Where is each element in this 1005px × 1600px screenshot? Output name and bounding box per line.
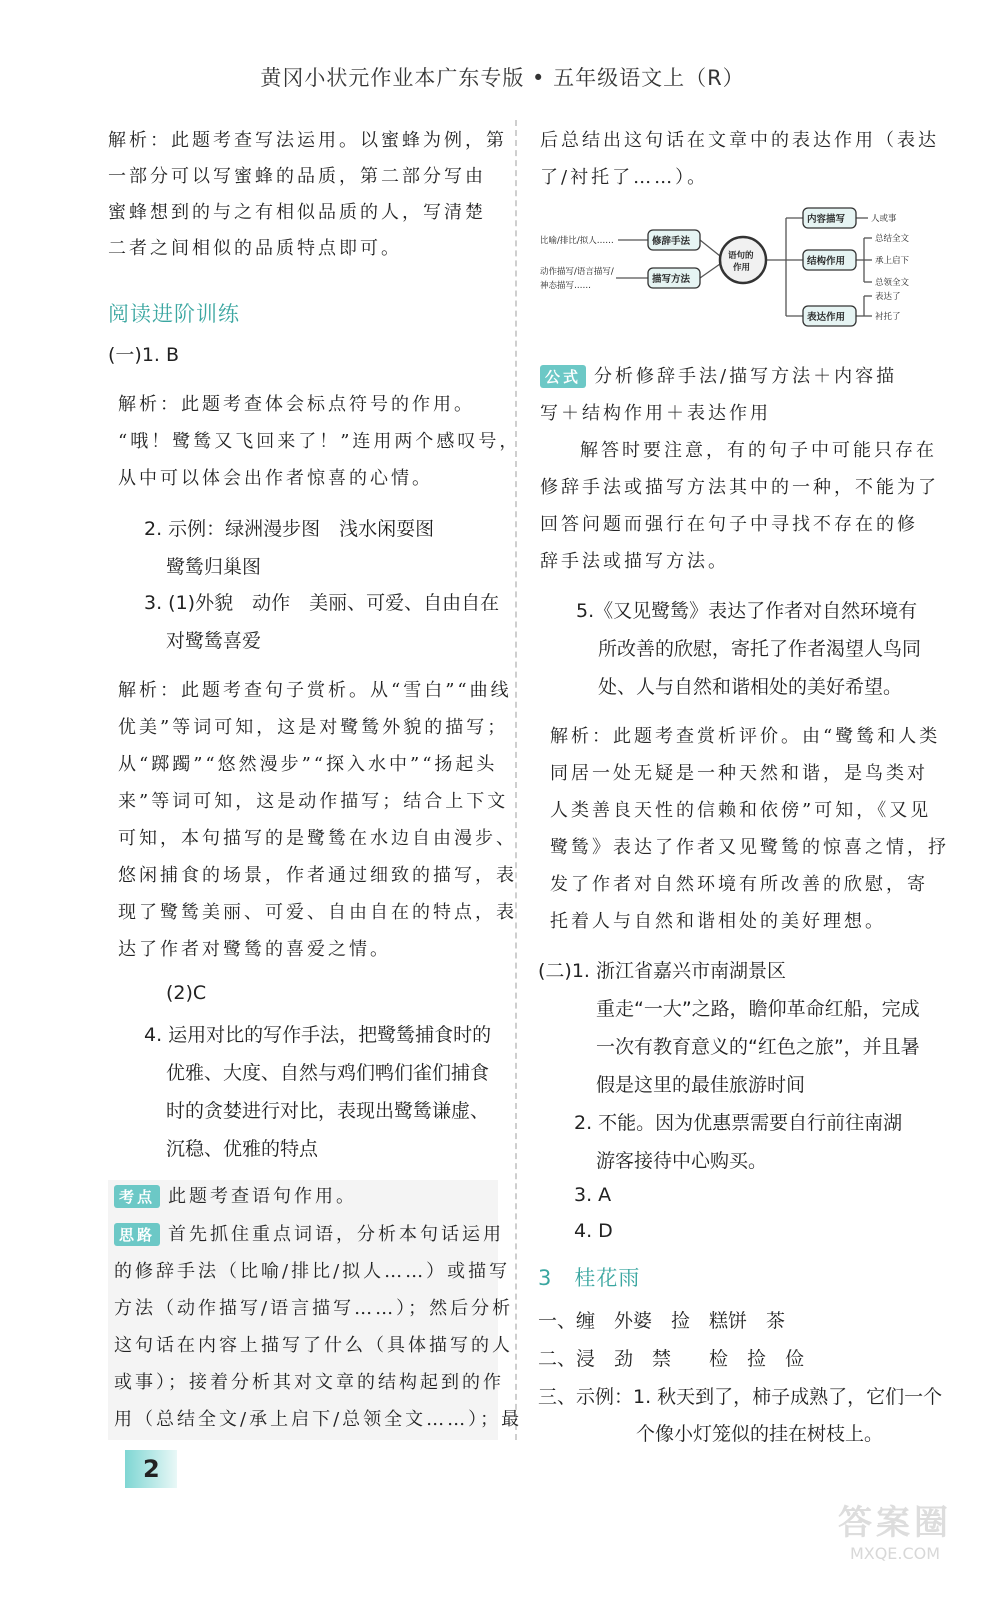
watermark-url: MXQE.COM (849, 1544, 941, 1563)
watermark-text: 答案圈 (838, 1503, 952, 1543)
analysis-line: 解析：此题考查句子赏析。从“雪白”“曲线 (118, 680, 512, 701)
answer-line: 5.《又见鹭鸶》表达了作者对自然环境有 (576, 600, 918, 622)
analysis-line: 二者之间相似的品质特点即可。 (108, 238, 402, 259)
answer-line: 2. 不能。因为优惠票需要自行前往南湖 (574, 1112, 903, 1134)
note-line: 辞手法或描写方法。 (540, 551, 729, 572)
node-content: 内容描写 (807, 214, 846, 225)
silu-continued-line: 后总结出这句话在文章中的表达作用（表达 (540, 130, 939, 151)
leaf-transition: 承上启下 (875, 256, 910, 266)
answer-line: 3. (1)外貌 动作 美丽、可爱、自由自在 (144, 592, 500, 614)
silu-line: 这句话在内容上描写了什么（具体描写的人 (114, 1335, 513, 1356)
analysis-line: 可知，本句描写的是鹭鸶在水边自由漫步、 (118, 828, 517, 849)
analysis-line: 托着人与自然和谐相处的美好理想。 (550, 911, 886, 932)
analysis-line: 同居一处无疑是一种天然和谐，是鸟类对 (550, 763, 928, 784)
analysis-line: 悠闲捕食的场景，作者通过细致的描写，表 (118, 865, 517, 886)
center-node-b: 作用 (733, 263, 751, 273)
page-number: 2 (143, 1455, 160, 1483)
column-divider (515, 120, 517, 1440)
diagram-left-label-2a: 动作描写/语言描写/ (540, 267, 614, 277)
silu-text: 首先抓住重点词语，分析本句话运用 (168, 1224, 505, 1245)
answer-line: 鹭鸶归巢图 (166, 556, 262, 578)
kaodian-tag: 考点 (114, 1185, 160, 1208)
analysis-line: 从中可以体会出作者惊喜的心情。 (118, 468, 433, 489)
note-line: 解答时要注意，有的句子中可能只存在 (580, 440, 937, 461)
page-header: 黄冈小状元作业本广东专版 • 五年级语文上（R） (260, 66, 745, 90)
analysis-line: 解析：此题考查体会标点符号的作用。 (118, 394, 475, 415)
center-node-a: 语句的 (728, 251, 754, 261)
answer-line: 个像小灯笼似的挂在树枝上。 (636, 1423, 884, 1445)
analysis-line: 达了作者对鹭鸶的喜爱之情。 (118, 939, 391, 960)
gongshi-line (540, 362, 897, 388)
leaf-summary: 总结全文 (875, 234, 910, 244)
silu-line: 用（总结全文/承上启下/总领全文……）；最 (114, 1409, 523, 1430)
note-line: 回答问题而强行在句子中寻找不存在的修 (540, 514, 918, 535)
silu-tag: 思路 (114, 1223, 160, 1246)
answer-line: 优雅、大度、自然与鸡们鸭们雀们捕食 (166, 1062, 490, 1084)
gongshi-text: 分析修辞手法/描写方法＋内容描 (594, 366, 898, 387)
note-line: 修辞手法或描写方法其中的一种，不能为了 (540, 477, 939, 498)
statement-function-diagram (538, 198, 938, 338)
answer-line: 沉稳、优雅的特点 (166, 1138, 319, 1160)
answer-line: 所改善的欣慰，寄托了作者渴望人鸟同 (598, 638, 922, 660)
analysis-line: 现了鹭鸶美丽、可爱、自由自在的特点，表 (118, 902, 517, 923)
silu-line: 或事）；接着分析其对文章的结构起到的作 (114, 1372, 504, 1393)
answer-line: 游客接待中心购买。 (596, 1150, 768, 1172)
answer-line: (2)C (166, 982, 207, 1004)
answer-line: 对鹭鸶喜爱 (166, 630, 262, 652)
silu-line: 的修辞手法（比喻/排比/拟人……）或描写 (114, 1261, 511, 1282)
analysis-line: 一部分可以写蜜蜂的品质，第二部分写由 (108, 166, 486, 187)
lesson-title: 3 桂花雨 (538, 1266, 641, 1290)
leaf-express: 表达了 (875, 292, 901, 302)
silu-continued-line: 了/衬托了……）。 (540, 167, 709, 188)
analysis-line: 从“踯躅”“悠然漫步”“探入水中”“扬起头 (118, 754, 498, 775)
analysis-line: 人类善良天性的信赖和依傍”可知，《又见 (550, 800, 932, 821)
answer-line: (二)1. 浙江省嘉兴市南湖景区 (538, 960, 786, 982)
answer-line: 一、缠 外婆 捡 糕饼 茶 (538, 1310, 786, 1332)
answer-line: 4. D (574, 1220, 613, 1242)
answer-line: 三、示例：1. 秋天到了，柿子成熟了，它们一个 (538, 1386, 943, 1408)
node-rhetoric: 修辞手法 (652, 236, 691, 247)
leaf-lead: 总领全文 (875, 278, 910, 288)
kaodian-line (114, 1182, 357, 1208)
answer-line: (一)1. B (108, 344, 180, 366)
analysis-line: 解析：此题考查写法运用。以蜜蜂为例，第 (108, 130, 507, 151)
silu-line (114, 1220, 504, 1246)
node-description: 描写方法 (652, 274, 691, 285)
answer-line: 4. 运用对比的写作手法，把鹭鸶捕食时的 (144, 1024, 492, 1046)
node-expression: 表达作用 (807, 312, 846, 323)
node-structure: 结构作用 (807, 256, 846, 267)
analysis-line: 蜜蜂想到的与之有相似品质的人，写清楚 (108, 202, 486, 223)
answer-line: 重走“一大”之路，瞻仰革命红船，完成 (596, 998, 920, 1020)
section-title: 阅读进阶训练 (108, 302, 240, 326)
analysis-line: 发了作者对自然环境有所改善的欣慰，寄 (550, 874, 928, 895)
answer-line: 时的贪婪进行对比，表现出鹭鸶谦虚、 (166, 1100, 490, 1122)
leaf-foil: 衬托了 (875, 312, 901, 322)
answer-line: 假是这里的最佳旅游时间 (596, 1074, 806, 1096)
answer-line: 3. A (574, 1184, 612, 1206)
answer-line: 二、浸 劲 禁 检 捡 俭 (538, 1348, 805, 1370)
answer-line: 一次有教育意义的“红色之旅”，并且暑 (596, 1036, 920, 1058)
analysis-line: “哦！鹭鸶又飞回来了！”连用两个感叹号， (118, 431, 521, 452)
diagram-left-label-1: 比喻/排比/拟人…… (540, 236, 614, 246)
diagram-svg (538, 198, 938, 338)
gongshi-tag: 公式 (540, 365, 586, 388)
analysis-line: 优美”等词可知，这是对鹭鸶外貌的描写； (118, 717, 509, 738)
analysis-line: 来”等词可知，这是动作描写；结合上下文 (118, 791, 509, 812)
diagram-left-label-2b: 神态描写…… (540, 281, 592, 291)
silu-line: 方法（动作描写/语言描写……）；然后分析 (114, 1298, 514, 1319)
gongshi-line: 写＋结构作用＋表达作用 (540, 403, 771, 424)
answer-line: 处、人与自然和谐相处的美好希望。 (598, 676, 903, 698)
kaodian-text: 此题考查语句作用。 (168, 1186, 358, 1207)
leaf-person: 人或事 (871, 214, 897, 224)
answer-line: 2. 示例：绿洲漫步图 浅水闲耍图 (144, 518, 435, 540)
analysis-line: 鹭鸶》表达了作者又见鹭鸶的惊喜之情，抒 (550, 837, 949, 858)
watermark (800, 1495, 990, 1575)
analysis-line: 解析：此题考查赏析评价。由“鹭鸶和人类 (550, 726, 941, 747)
